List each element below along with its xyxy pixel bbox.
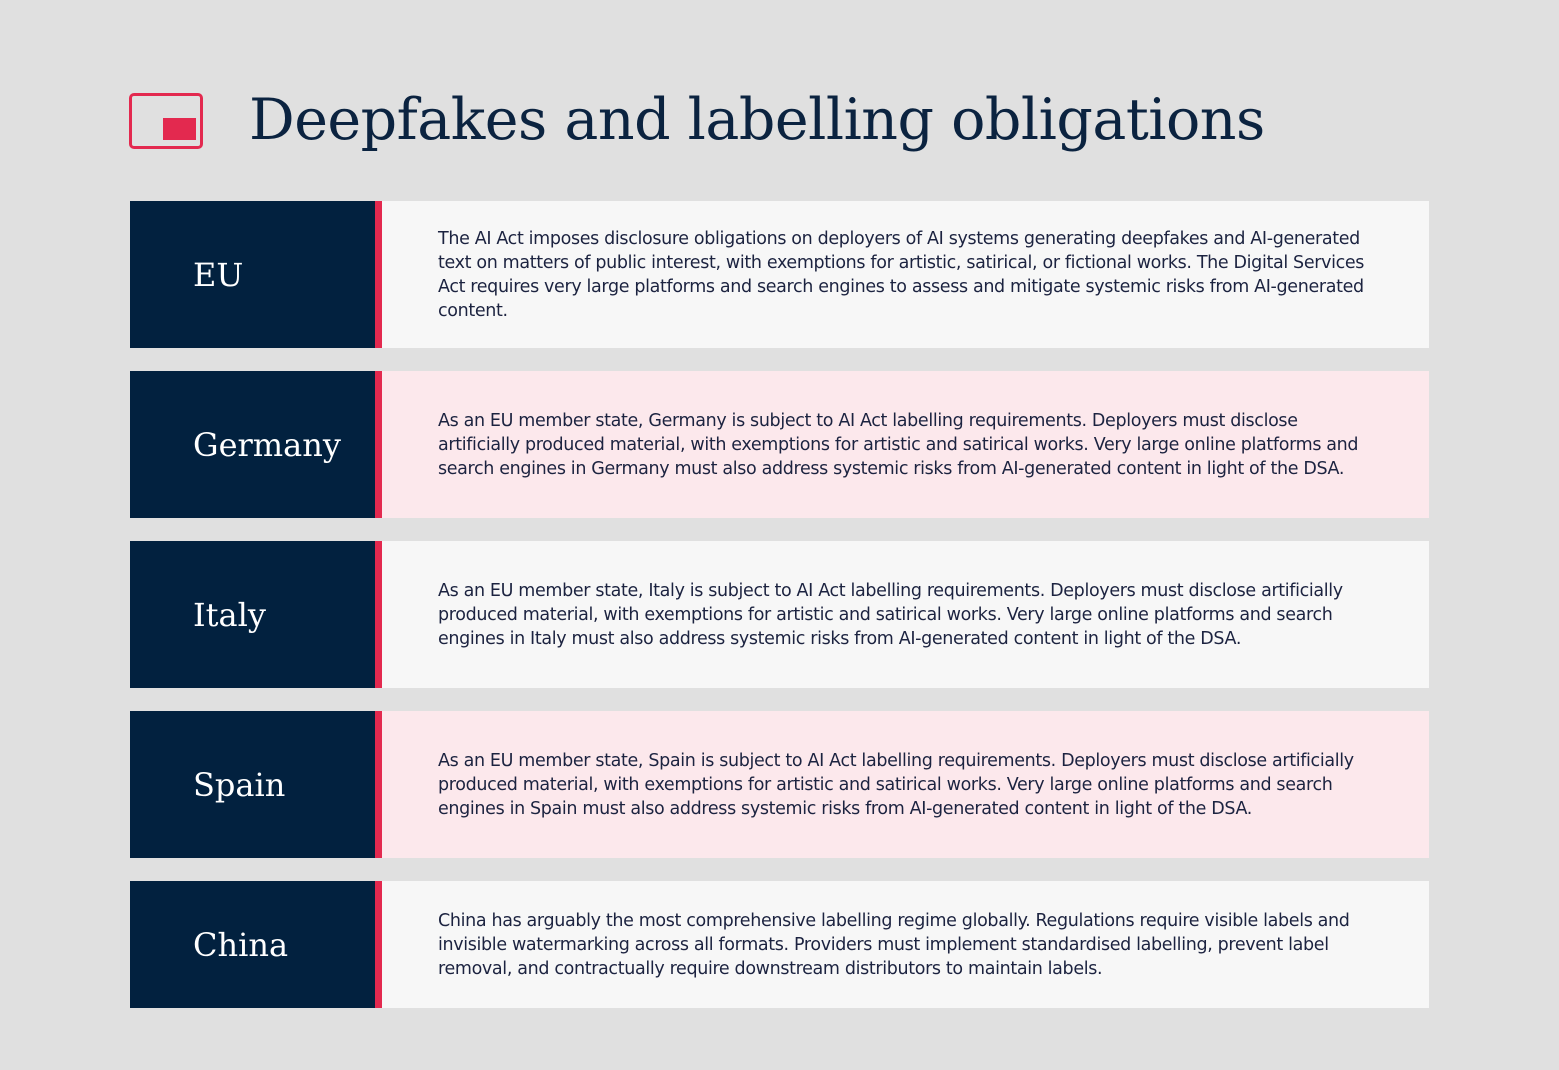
jurisdiction-name: Italy [193, 595, 266, 634]
jurisdiction-description: As an EU member state, Spain is subject to AI Act labelling requirements. Deployers must disclose artificially produced material, with exemptions for artistic and satirical works. Very large online platforms and search engines in Spain must also address systemic risks from AI-generated content in light of the DSA. [438, 750, 1354, 819]
page-title: Deepfakes and labelling obligations [249, 86, 1265, 153]
jurisdiction-description: As an EU member state, Germany is subject to AI Act labelling requirements. Deployers must disclose artificially produced material, with exemptions for artistic and satirical works. Very large online platforms and search engines in Germany must also address systemic risks from AI-generated content in light of the DSA. [438, 410, 1359, 479]
jurisdiction-description-cell [382, 201, 1429, 348]
table-row [130, 881, 1429, 1008]
table-row [130, 541, 1429, 688]
table-row [130, 711, 1429, 858]
jurisdiction-name: China [193, 925, 289, 964]
jurisdiction-label-cell [130, 881, 382, 1008]
page-header [129, 84, 1265, 156]
table-row [130, 371, 1429, 518]
jurisdiction-table [130, 201, 1429, 1031]
jurisdiction-name: EU [193, 255, 244, 294]
jurisdiction-description: As an EU member state, Italy is subject to AI Act labelling requirements. Deployers must disclose artificially produced material, with exemptions for artistic and satirical works. Very large online platforms and search engines in Italy must also address systemic risks from AI-generated content in light of the DSA. [438, 580, 1343, 649]
jurisdiction-label-cell [130, 371, 382, 518]
jurisdiction-description: China has arguably the most comprehensive labelling regime globally. Regulations require visible labels and invisible watermarking across all formats. Providers must implement standardised labelling, prevent label removal, and contractually require downstream distributors to maintain labels. [438, 910, 1350, 979]
jurisdiction-label-cell [130, 201, 382, 348]
jurisdiction-name: Germany [193, 425, 341, 464]
jurisdiction-description: The AI Act imposes disclosure obligations on deployers of AI systems generating deepfakes and AI-generated text on matters of public interest, with exemptions for artistic, satirical, or fictional works. The Digital Services Act requires very large platforms and search engines to assess and mitigate systemic risks from AI-generated content. [438, 228, 1365, 321]
jurisdiction-description-cell [382, 881, 1429, 1008]
slide-icon [129, 93, 203, 149]
jurisdiction-label-cell [130, 541, 382, 688]
jurisdiction-description-cell [382, 541, 1429, 688]
slide-icon-fill [163, 118, 196, 140]
jurisdiction-description-cell [382, 711, 1429, 858]
jurisdiction-name: Spain [193, 765, 286, 804]
table-row [130, 201, 1429, 348]
jurisdiction-description-cell [382, 371, 1429, 518]
jurisdiction-label-cell [130, 711, 382, 858]
